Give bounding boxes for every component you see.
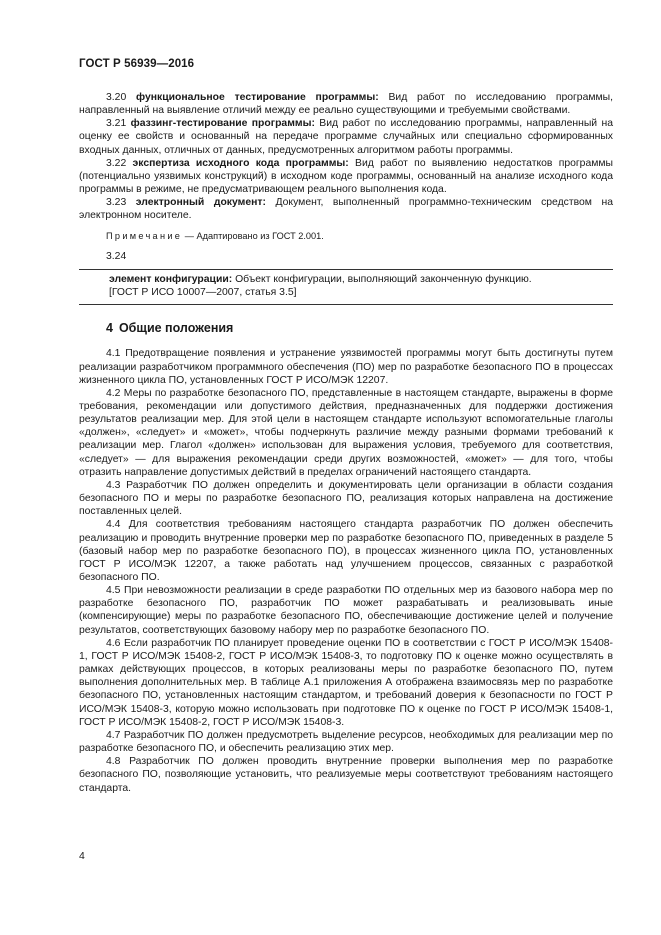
paragraph-number: 4.3 [106,479,121,491]
paragraph-4-1 [79,347,613,386]
note [79,230,613,243]
section-number: 4 [106,321,113,336]
term-definition: Документ, выполненный программно-техническим средством на электронном носителе. [79,197,614,222]
paragraph-number: 4.2 [106,387,121,399]
term-definition: Вид работ по исследованию программы, направленный на выявление отличий между ее реально существующими и требуемыми свойствами. [79,92,613,117]
paragraph-text: Для соответствия требованиям настоящего стандарта разработчик ПО должен обеспечить реализацию и проводить внутренние проверки мер по разработке безопасного ПО, приведенных в разделе 5 (базовый набор мер по разработке безопасного ПО), в процессах жизненного цикла ПО, установленных ГОСТ Р ИСО/МЭК 12207, а также работать над улучшением процессов, связанных с разработкой безопасного ПО. [79,519,613,583]
note-label: Примечание [106,230,183,241]
paragraph-text: Разработчик ПО должен проводить внутренние проверки выполнения мер по разработке безопасного ПО, позволяющие установить, что реализуемые меры соответствуют требованиям настоящего стандарта. [79,756,614,794]
term-3-21 [79,117,613,156]
term-definition: Объект конфигурации, выполняющий законченную функцию. [235,273,532,285]
term-3-23 [79,196,613,222]
paragraph-text: Если разработчик ПО планирует проведение оценки ПО в соответствии с ГОСТ Р ИСО/МЭК 15408-1, ГОСТ Р ИСО/МЭК 15408-2, ГОСТ Р ИСО/МЭК 15408-3, то подготовку ПО к оценке можно осуществлять в рамках действующих процессов, в которых реализованы меры по разработке безопасного ПО, путем выполнения дополнительных мер. В таблице А.1 приложения А отображена взаимосвязь мер по разработке безопасного ПО, установленных настоящим стандартом, и требований доверия к безопасности по ГОСТ Р ИСО/МЭК 15408-3, которую можно использовать при подготовке ПО к оценке по ГОСТ Р ИСО/МЭК 15408-1, ГОСТ Р ИСО/МЭК 15408-2, ГОСТ Р ИСО/МЭК 15408-3. [79,637,614,728]
term-name: функциональное тестирование программы: [136,92,379,103]
paragraph-4-7 [79,729,613,755]
term-3-24 [109,273,603,286]
paragraph-number: 4.5 [106,585,121,597]
term-name: экспертиза исходного кода программы: [132,157,349,169]
paragraph-4-4 [79,518,613,584]
paragraph-4-3 [79,479,613,518]
paragraph-number: 4.1 [106,348,121,360]
paragraph-4-5 [79,584,613,637]
paragraph-text: Разработчик ПО должен определить и документировать цели организации в области создания безопасного ПО и меры по разработке безопасного ПО, реализация которых направлена на достижение поставленных целей. [79,479,613,518]
paragraph-number: 4.4 [106,519,121,531]
term-name: фаззинг-тестирование программы: [130,118,315,130]
term-number: 3.22 [106,157,127,169]
paragraph-text: Предотвращение появления и устранение уязвимостей программы могут быть достигнуты путем реализации разработчиком программного обеспечения (ПО) мер по разработке безопасного ПО в процессах жизненного цикла ПО, установленных ГОСТ Р ИСО/МЭК 12207. [79,348,614,386]
section-title: Общие положения [118,321,234,336]
paragraph-text: При невозможности реализации в среде разработки ПО отдельных мер из базового набора мер по разработке безопасного ПО, разработчик ПО может разрабатывать и реализовывать иные (компенсирующие) меры по разработке безопасного ПО, обеспечивающие достижение целей и получение результатов, соответствующих базовому набору мер по разработке безопасного ПО. [79,585,614,636]
term-name: электронный документ: [135,197,266,209]
term-3-20 [79,91,613,117]
term-3-24-box [79,269,613,305]
document-header: ГОСТ Р 56939—2016 [79,58,195,70]
page-number: 4 [79,851,85,862]
term-number: 3.20 [106,92,127,103]
paragraph-number: 4.7 [106,729,121,741]
paragraph-text: Меры по разработке безопасного ПО, представленные в настоящем стандарте, выражены в форме требования, рекомендации или допустимого действия, предназначенных для поддержки достижения результатов реализации мер. Для этой цели в настоящем стандарте используют вспомогательные глаголы «должен», «следует» и «может», чтобы подчеркнуть различие между разными формами требований к реализации мер. Глагол «должен» использован для выражения условия, требуемого для соответствия, «следует» — для выражения рекомендации среди других возможностей, «может» — для того, чтобы отразить направление допустимых действий в пределах ограничений настоящего стандарта. [79,387,613,478]
term-3-24-number: 3.24 [106,250,127,262]
term-definition: Вид работ по исследованию программы, направленный на оценку ее свойств и основанный на передаче программе случайных или специально сформированных входных данных, отличных от данных, предусмотренных алгоритмом работы программы. [79,118,613,156]
paragraph-4-6 [79,637,613,729]
term-number: 3.23 [106,197,127,209]
term-source: [ГОСТ Р ИСО 10007—2007, статья 3.5] [109,287,297,299]
note-text: — Адаптировано из ГОСТ 2.001. [184,230,324,241]
term-definition: Вид работ по выявлению недостатков программы (потенциально уязвимых конструкций) в исходном коде программы, основанный на анализе исходного кода программы в режиме, не предусматривающем реального выполнения кода. [79,157,613,196]
document-body [79,91,613,795]
paragraph-4-2 [79,387,613,479]
term-number: 3.21 [106,118,127,130]
paragraph-number: 4.8 [106,756,121,768]
paragraph-number: 4.6 [106,637,121,649]
section-heading [106,322,613,335]
paragraph-4-8 [79,755,613,794]
term-name: элемент конфигурации: [109,273,233,285]
term-3-22 [79,157,613,196]
paragraph-text: Разработчик ПО должен предусмотреть выделение ресурсов, необходимых для реализации мер по разработке безопасного ПО, и обеспечить реализацию этих мер. [79,729,613,755]
